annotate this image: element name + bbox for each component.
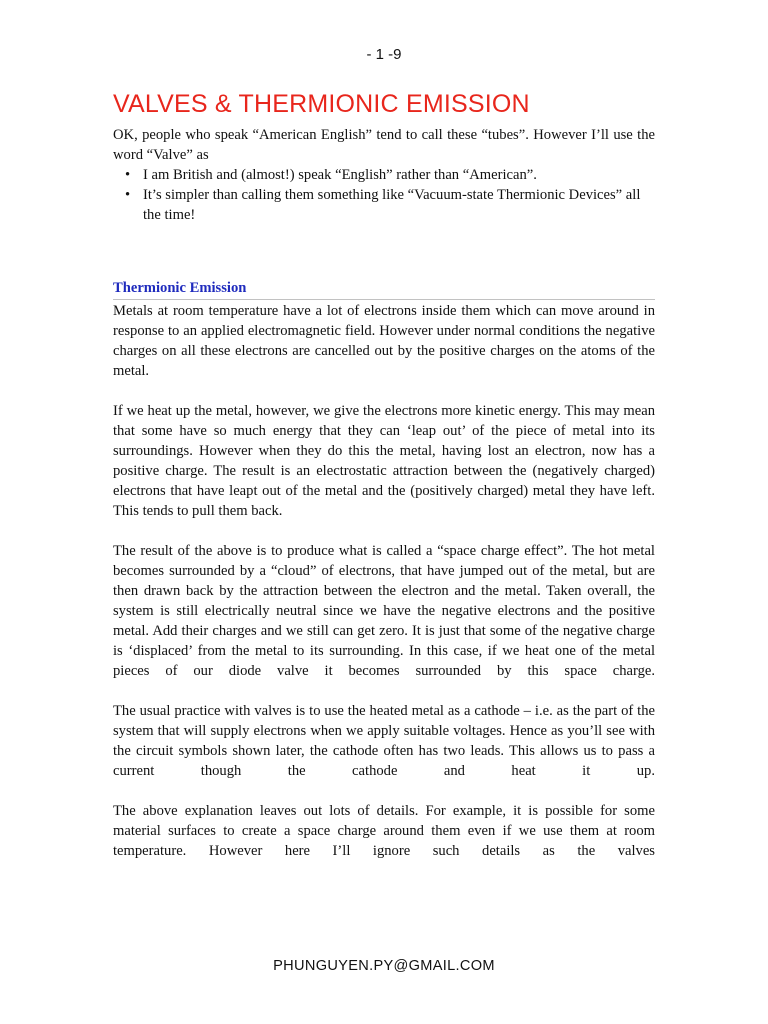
paragraph-spacer [113, 681, 655, 701]
body-paragraph: The above explanation leaves out lots of details. For example, it is possible for some material surfaces to create a space charge around them even if we use them at room temperature. However here I’ll ignore such details as the valves [113, 803, 655, 859]
page-content [113, 90, 655, 861]
list-item: • I am British and (almost!) speak “English” rather than “American”. [133, 165, 655, 185]
list-item: • It’s simpler than calling them something like “Vacuum-state Thermionic Devices” all the time! [133, 185, 655, 225]
body-paragraph: The usual practice with valves is to use the heated metal as a cathode – i.e. as the part of the system that will supply electrons when we apply suitable voltages. Hence as you’ll see with the circuit symbols shown later, the cathode often has two leads. This allows us to pass a current though the cathode and heat it up. [113, 703, 655, 779]
intro-paragraph: OK, people who speak “American English” tend to call these “tubes”. However I’ll use the word “Valve” as [113, 127, 655, 163]
page-number: - 1 -9 [366, 46, 402, 63]
paragraph-spacer [113, 521, 655, 541]
paragraph-spacer [113, 781, 655, 801]
body-paragraph: Metals at room temperature have a lot of electrons inside them which can move around in response to an applied electromagnetic field. However under normal conditions the negative charges on all these electrons are cancelled out by the positive charges on the atoms of the metal. [113, 303, 655, 379]
body-paragraph: If we heat up the metal, however, we give the electrons more kinetic energy. This may mean that some have so much energy that they can ‘leap out’ of the piece of metal into its surroundings. However when they do this the metal, having lost an electron, now has a positive charge. The result is an electrostatic attraction between the (negatively charged) electrons that have leapt out of the metal and the (positively charged) metal they have left. This tends to pull them back. [113, 403, 655, 519]
footer-email: PHUNGUYEN.PY@GMAIL.COM [273, 958, 495, 974]
section-heading: Thermionic Emission [113, 278, 655, 300]
page-title: VALVES & THERMIONIC EMISSION [113, 90, 530, 118]
paragraph-spacer [113, 381, 655, 401]
body-paragraph: The result of the above is to produce what is called a “space charge effect”. The hot metal becomes surrounded by a “cloud” of electrons, that have jumped out of the metal, but are then drawn back by the attraction between the electron and the metal. Taken overall, the system is still electrically neutral since we have the negative electrons and the positive metal. Add their charges and we still can get zero. It is just that some of the negative charge is ‘displaced’ from the metal to its surrounding. In this case, if we heat one of the metal pieces of our diode valve it becomes surrounded by this space charge. [113, 543, 655, 679]
reasons-list [113, 165, 655, 225]
